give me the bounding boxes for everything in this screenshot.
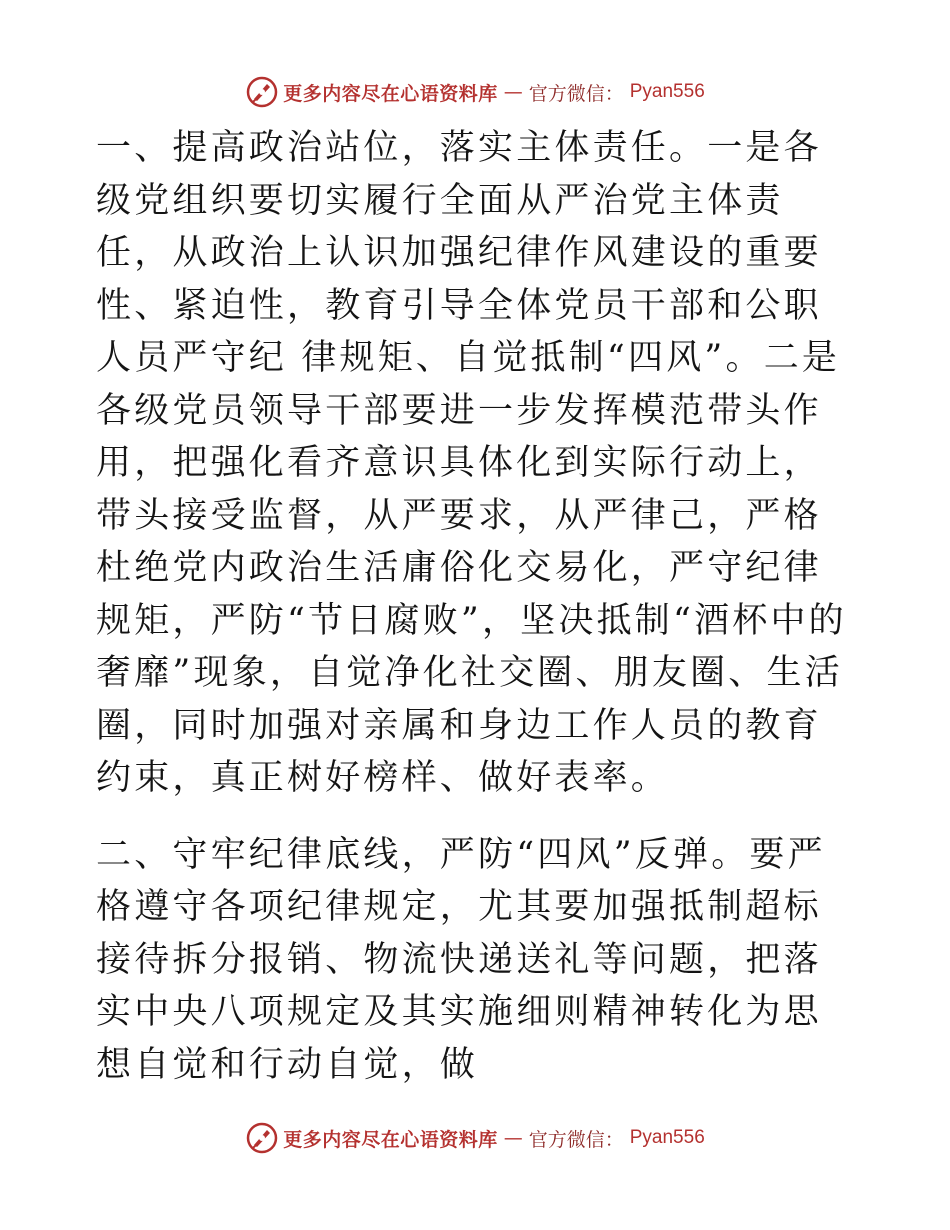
watermark-official-text: 官方微信： [528,82,624,105]
watermark-official-text: 官方微信： [528,1128,624,1151]
paragraph-1: 一、提高政治站位，落实主体责任。一是各级党组织要切实履行全面从严治党主体责任，从政治上认识加强纪律作风建设的重要性、紧迫性，教育引导全体党员干部和公职人员严守纪 律规矩、自觉抵制“四风”。二是各级党员领导干部要进一步发挥模范带头作用，把强化看齐意识具体化到实际行动上，带头接受监督，从严要求，从严律己，严格杜绝党内政治生活庸俗化交易化，严守纪律规矩，严防“节日腐败”，坚决抵制“酒杯中的奢靡”现象，自觉净化社交圈、朋友圈、生活圈，同时加强对亲属和身边工作人员的教育约束，真正树好榜样、做好表率。 [96,128,847,798]
watermark-wechat-id: Pyan556 [629,81,705,102]
watermark-site-text: 更多内容尽在心语资料库 [283,82,498,105]
watermark-separator: — [503,81,523,103]
quill-seal-icon [245,75,279,109]
header-watermark-inner [245,75,705,109]
footer-watermark-inner [245,1121,705,1155]
document-body [96,122,856,1091]
footer-watermark [0,1118,950,1158]
header-watermark [0,72,950,112]
watermark-site-text: 更多内容尽在心语资料库 [283,1128,498,1151]
watermark-wechat-id: Pyan556 [629,1127,705,1148]
watermark-separator: — [503,1127,523,1149]
quill-seal-icon [245,1121,279,1155]
paragraph-2: 二、守牢纪律底线，严防“四风”反弹。要严格遵守各项纪律规定，尤其要加强抵制超标接待拆分报销、物流快递送礼等问题，把落实中央八项规定及其实施细则精神转化为思想自觉和行动自觉，做 [96,834,826,1085]
